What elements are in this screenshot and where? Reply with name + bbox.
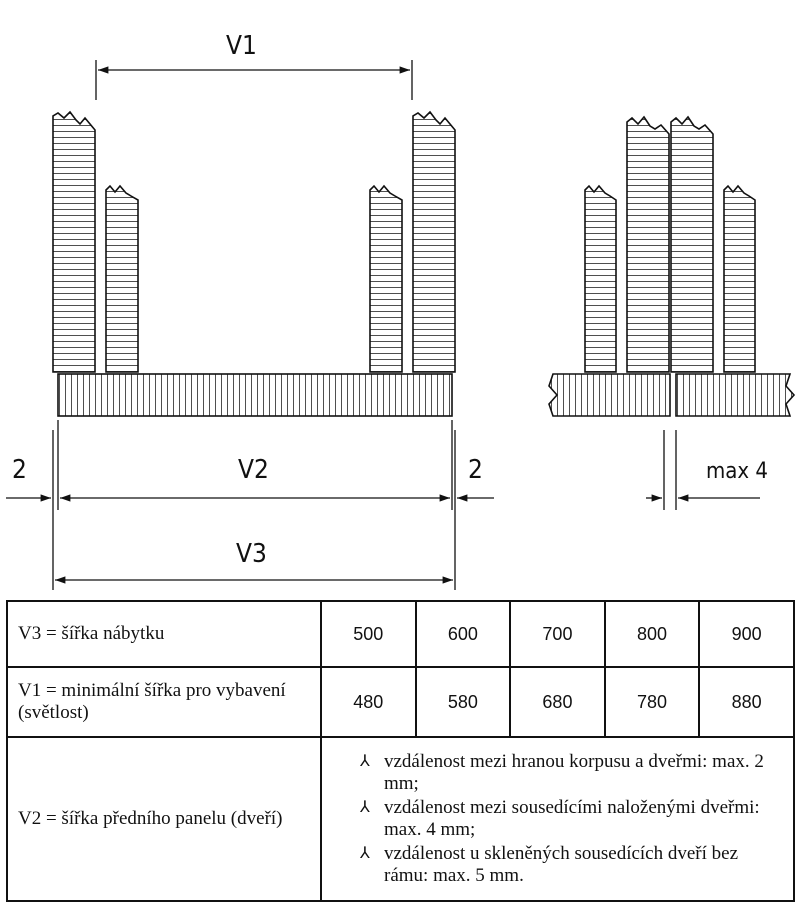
list-item: ⅄ vzdálenost mezi hranou korpusu a dveřmi: max. 2 mm; — [360, 751, 764, 794]
gap-right-label: 2 — [468, 455, 483, 485]
v2-label: V2 — [238, 455, 269, 485]
notes-list — [332, 751, 783, 887]
value-cell: 500 — [321, 601, 416, 667]
panel-d — [724, 186, 755, 372]
notes-cell — [321, 737, 794, 901]
value-cell: 700 — [510, 601, 605, 667]
value-cell: 780 — [605, 667, 700, 737]
gap-left-label: 2 — [12, 455, 27, 485]
panel-c — [671, 117, 713, 372]
right-inner-panel — [370, 186, 402, 372]
table-row — [7, 601, 794, 667]
panel-a — [585, 186, 616, 372]
max-gap-label: max 4 — [706, 459, 768, 484]
v3-label: V3 — [236, 539, 267, 569]
dimension-table — [6, 600, 795, 902]
value-cell: 800 — [605, 601, 700, 667]
tri-star-bullet-icon: ⅄ — [360, 799, 370, 816]
row-label: V2 = šířka předního panelu (dveří) — [7, 737, 321, 901]
tri-star-bullet-icon: ⅄ — [360, 845, 370, 862]
table-row — [7, 667, 794, 737]
value-cell: 900 — [699, 601, 794, 667]
left-inner-panel — [106, 186, 138, 372]
left-side-panel — [53, 112, 95, 372]
table-row — [7, 737, 794, 901]
adjacent-doors-assembly — [549, 117, 794, 416]
list-item: ⅄ vzdálenost mezi sousedícími naloženými dveřmi: max. 4 mm; — [360, 797, 760, 840]
right-side-panel — [413, 112, 455, 372]
door-right-broken — [676, 374, 794, 416]
value-cell: 600 — [416, 601, 511, 667]
front-door-panel — [58, 374, 452, 416]
row-label: V3 = šířka nábytku — [7, 601, 321, 667]
row-label: V1 = minimální šířka pro vybavení (světlost) — [7, 667, 321, 737]
tri-star-bullet-icon: ⅄ — [360, 753, 370, 770]
panel-b — [627, 117, 669, 372]
v1-label: V1 — [226, 31, 257, 61]
value-cell: 580 — [416, 667, 511, 737]
value-cell: 480 — [321, 667, 416, 737]
cabinet-left-assembly — [53, 112, 455, 416]
door-left-broken — [549, 374, 670, 416]
value-cell: 680 — [510, 667, 605, 737]
value-cell: 880 — [699, 667, 794, 737]
list-item: ⅄ vzdálenost u skleněných sousedících dveří bez rámu: max. 5 mm. — [360, 843, 739, 886]
